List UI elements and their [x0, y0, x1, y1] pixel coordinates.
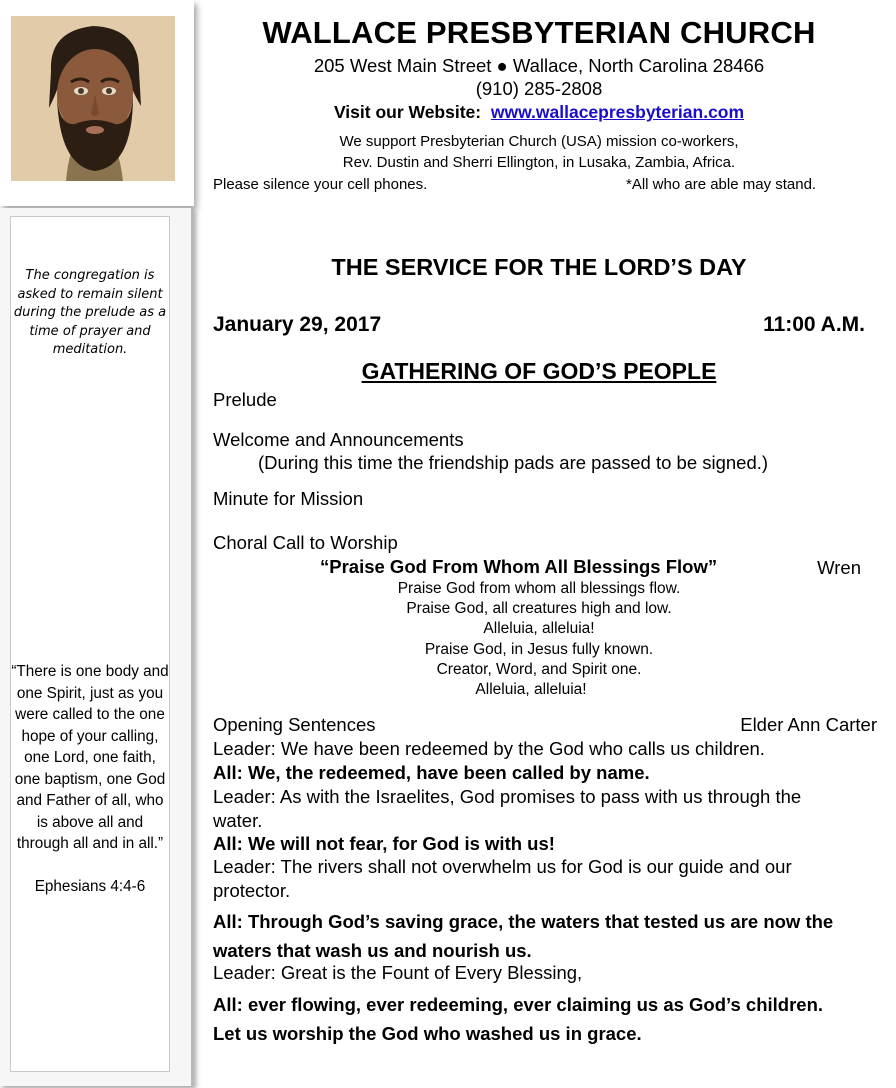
lyric-line: Creator, Word, and Spirit one. — [436, 660, 642, 678]
church-name: WALLACE PRESBYTERIAN CHURCH — [262, 15, 816, 50]
service-date: January 29, 2017 — [213, 313, 382, 336]
lyric-line: Alleluia, alleluia! — [483, 620, 595, 638]
silence-phones-note: Please silence your cell phones. — [213, 176, 428, 193]
photo-frame — [0, 0, 194, 206]
portrait-illustration — [11, 16, 175, 181]
order-item-prelude: Prelude — [213, 389, 277, 410]
leader-line: Leader: The rivers shall not overwhelm us for God is our guide and our protector. — [213, 856, 792, 901]
song-title: “Praise God From Whom All Blessings Flow” — [320, 556, 718, 577]
sidebar-card — [10, 216, 170, 1072]
service-time: 11:00 A.M. — [763, 313, 865, 336]
order-item-minute-for-mission: Minute for Mission — [213, 488, 364, 509]
scripture-quote: “There is one body and one Spirit, just as you were called to the one hope of your calling, one Lord, one faith, one baptism, one God and Father of all, who is above all and through all and in all.” — [11, 663, 169, 852]
section-heading: GATHERING OF GOD’S PEOPLE — [361, 358, 717, 384]
opening-leader-name: Elder Ann Carter — [740, 714, 877, 735]
congregation-line: All: We will not fear, for God is with us! — [213, 833, 555, 854]
lyric-line: Praise God from whom all blessings flow. — [397, 580, 681, 597]
welcome-note: (During this time the friendship pads are passed to be signed.) — [258, 452, 769, 473]
stand-note: *All who are able may stand. — [626, 176, 817, 193]
service-title: THE SERVICE FOR THE LORD’S DAY — [331, 254, 747, 280]
leader-line: Leader: Great is the Fount of Every Blessing, — [213, 962, 583, 983]
website-line — [213, 102, 865, 123]
church-phone: (910) 285-2808 — [475, 78, 603, 99]
congregation-line: All: Through God’s saving grace, the waters that tested us are now the waters that wash us and nourish us. — [213, 911, 834, 961]
mission-support-line-1: We support Presbyterian Church (USA) mission co-workers, — [339, 133, 739, 150]
leader-line: Leader: We have been redeemed by the God who calls us children. — [213, 738, 765, 759]
song-composer: Wren — [817, 557, 861, 578]
order-item-welcome: Welcome and Announcements — [213, 429, 464, 450]
lyric-line: Praise God, all creatures high and low. — [406, 600, 672, 618]
scripture-reference: Ephesians 4:4-6 — [34, 877, 146, 895]
scripture-quote-block — [11, 661, 169, 897]
date-time-row — [213, 313, 865, 337]
website-label: Visit our Website: — [333, 102, 482, 122]
mission-support-line-2: Rev. Dustin and Sherri Ellington, in Lusaka, Zambia, Africa. — [342, 154, 736, 171]
sidebar-panel — [0, 208, 194, 1086]
order-item-opening-sentences: Opening Sentences — [213, 714, 376, 735]
song-lyrics — [213, 579, 865, 700]
prelude-silence-note: The congregation is asked to remain silent during the prelude as a time of prayer and meditation. — [13, 268, 167, 357]
website-link[interactable]: www.wallacepresbyterian.com — [490, 102, 745, 122]
portrait-image — [11, 16, 175, 181]
church-address: 205 West Main Street ● Wallace, North Carolina 28466 — [313, 55, 765, 76]
lyric-line: Alleluia, alleluia! — [475, 681, 587, 699]
leader-line: Leader: As with the Israelites, God promises to pass with us through the water. — [213, 786, 802, 831]
congregation-line: All: ever flowing, ever redeeming, ever claiming us as God’s children. Let us worship the God who washed us in grace. — [213, 994, 824, 1044]
lyric-line: Praise God, in Jesus fully known. — [424, 640, 654, 658]
order-item-choral-call: Choral Call to Worship — [213, 532, 398, 553]
congregation-line: All: We, the redeemed, have been called by name. — [213, 762, 650, 783]
